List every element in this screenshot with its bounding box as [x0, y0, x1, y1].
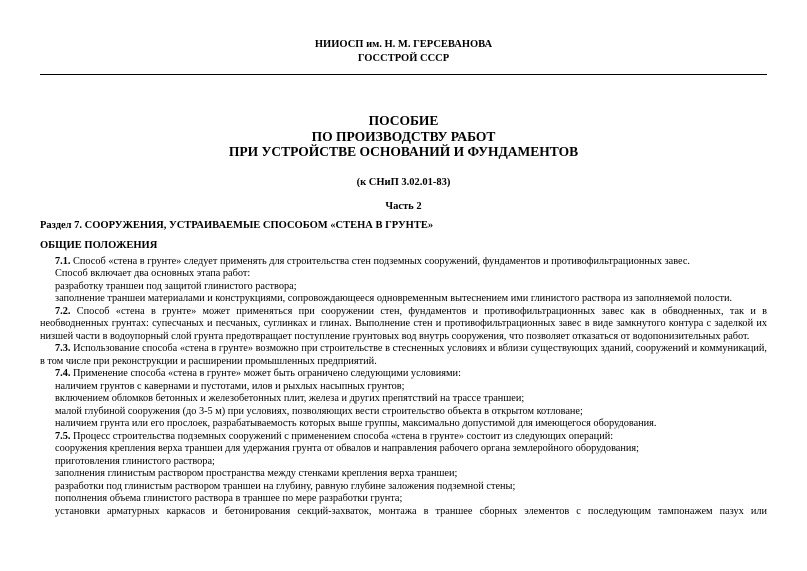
organization-name: НИИОСП им. Н. М. ГЕРСЕВАНОВА — [314, 39, 493, 50]
paragraph-text: Использование способа «стена в грунте» возможно при строительстве в стесненных условиях и вблизи существующих зданий, сооружений и коммуникаций, в том числе при реконструкции и расширении промышленных предприятий. — [40, 343, 767, 367]
paragraph-text: Процесс строительства подземных сооружений с применением способа «стена в грунте» состоит из следующих операций: — [70, 430, 614, 442]
paragraph-text: Применение способа «стена в грунте» может быть ограничено следующими условиями: — [70, 368, 461, 379]
paragraph-7-3 — [40, 343, 767, 368]
paragraph-7-1 — [40, 256, 767, 269]
paragraph-7-2 — [40, 306, 767, 344]
list-item: малой глубиной сооружения (до 3-5 м) при условиях, позволяющих вести строительство объекта в открытом котловане; — [55, 405, 583, 417]
clause-number: 7.3. — [55, 343, 71, 354]
section-heading: Раздел 7. СООРУЖЕНИЯ, УСТРАИВАЕМЫЕ СПОСОБОМ «СТЕНА В ГРУНТЕ» — [40, 219, 434, 231]
document-body — [40, 256, 767, 519]
list-item: разработки под глинистым раствором траншеи на глубину, равную глубине заложения подземной стены; — [55, 480, 516, 492]
list-item: наличием грунта или его прослоек, разрабатываемость которых выше группы, максимально допустимой для имеющегося оборудования. — [55, 418, 657, 429]
paragraph: разработку траншеи под защитой глинистого раствора; — [55, 280, 297, 292]
document-title-line-3: ПРИ УСТРОЙСТВЕ ОСНОВАНИЙ И ФУНДАМЕНТОВ — [228, 144, 579, 159]
document-title-line-1: ПОСОБИЕ — [368, 113, 439, 128]
organization-agency: ГОССТРОЙ СССР — [357, 53, 450, 64]
list-item: установки арматурных каркасов и бетонирования секций-захваток, монтажа в траншее сборных элементов с последующим тампонажем пазух или — [55, 505, 767, 517]
paragraph-text: Способ «стена в грунте» может применяться при сооружении стен, фундаментов и противофильтрационных завес как в обводненных, так и в необводненных грунтах: супесчаных и песчаных, суглинках и глинах. Выполнение стен и противофильтрационных завес в виде замкнутого контура с заделкой их низшей части в водоупорный слой грунта предотвращает поступление грунтовых вод внутрь сооружения, что позволяет отказаться от водопонизительных работ. — [40, 305, 767, 342]
paragraph-7-4 — [40, 368, 767, 381]
clause-number: 7.4. — [55, 368, 71, 379]
list-item: приготовления глинистого раствора; — [55, 455, 215, 467]
paragraph: заполнение траншеи материалами и конструкциями, сопровождающееся одновременным вытеснением ими глинистого раствора из заполняемой полости. — [55, 293, 733, 304]
list-item: наличием грунтов с кавернами и пустотами, илов и рыхлых насыпных грунтов; — [55, 380, 405, 392]
list-item: заполнения глинистым раствором пространства между стенками крепления верха траншеи; — [55, 468, 458, 479]
part-heading: Часть 2 — [385, 200, 422, 212]
clause-number: 7.5. — [55, 430, 71, 442]
standard-reference: (к СНиП 3.02.01-83) — [356, 176, 451, 188]
document-page — [40, 0, 767, 518]
clause-number: 7.2. — [55, 305, 71, 317]
subsection-heading: ОБЩИЕ ПОЛОЖЕНИЯ — [40, 239, 158, 251]
list-item: включением обломков бетонных и железобетонных плит, железа и других препятствий на трассе траншеи; — [55, 393, 525, 404]
paragraph-7-5 — [40, 431, 767, 444]
list-item: пополнения объема глинистого раствора в траншее по мере разработки грунта; — [55, 493, 403, 504]
document-title-line-2: ПО ПРОИЗВОДСТВУ РАБОТ — [311, 128, 496, 144]
clause-number: 7.1. — [55, 255, 71, 267]
header-divider — [40, 74, 767, 75]
paragraph: Способ включает два основных этапа работ: — [55, 268, 251, 279]
paragraph-text: Способ «стена в грунте» следует применять для строительства стен подземных сооружений, фундаментов и противофильтрационных завес. — [70, 255, 690, 267]
list-item: сооружения крепления верха траншеи для удержания грунта от обвалов и направления рабочего органа землеройного оборудования; — [55, 443, 639, 454]
